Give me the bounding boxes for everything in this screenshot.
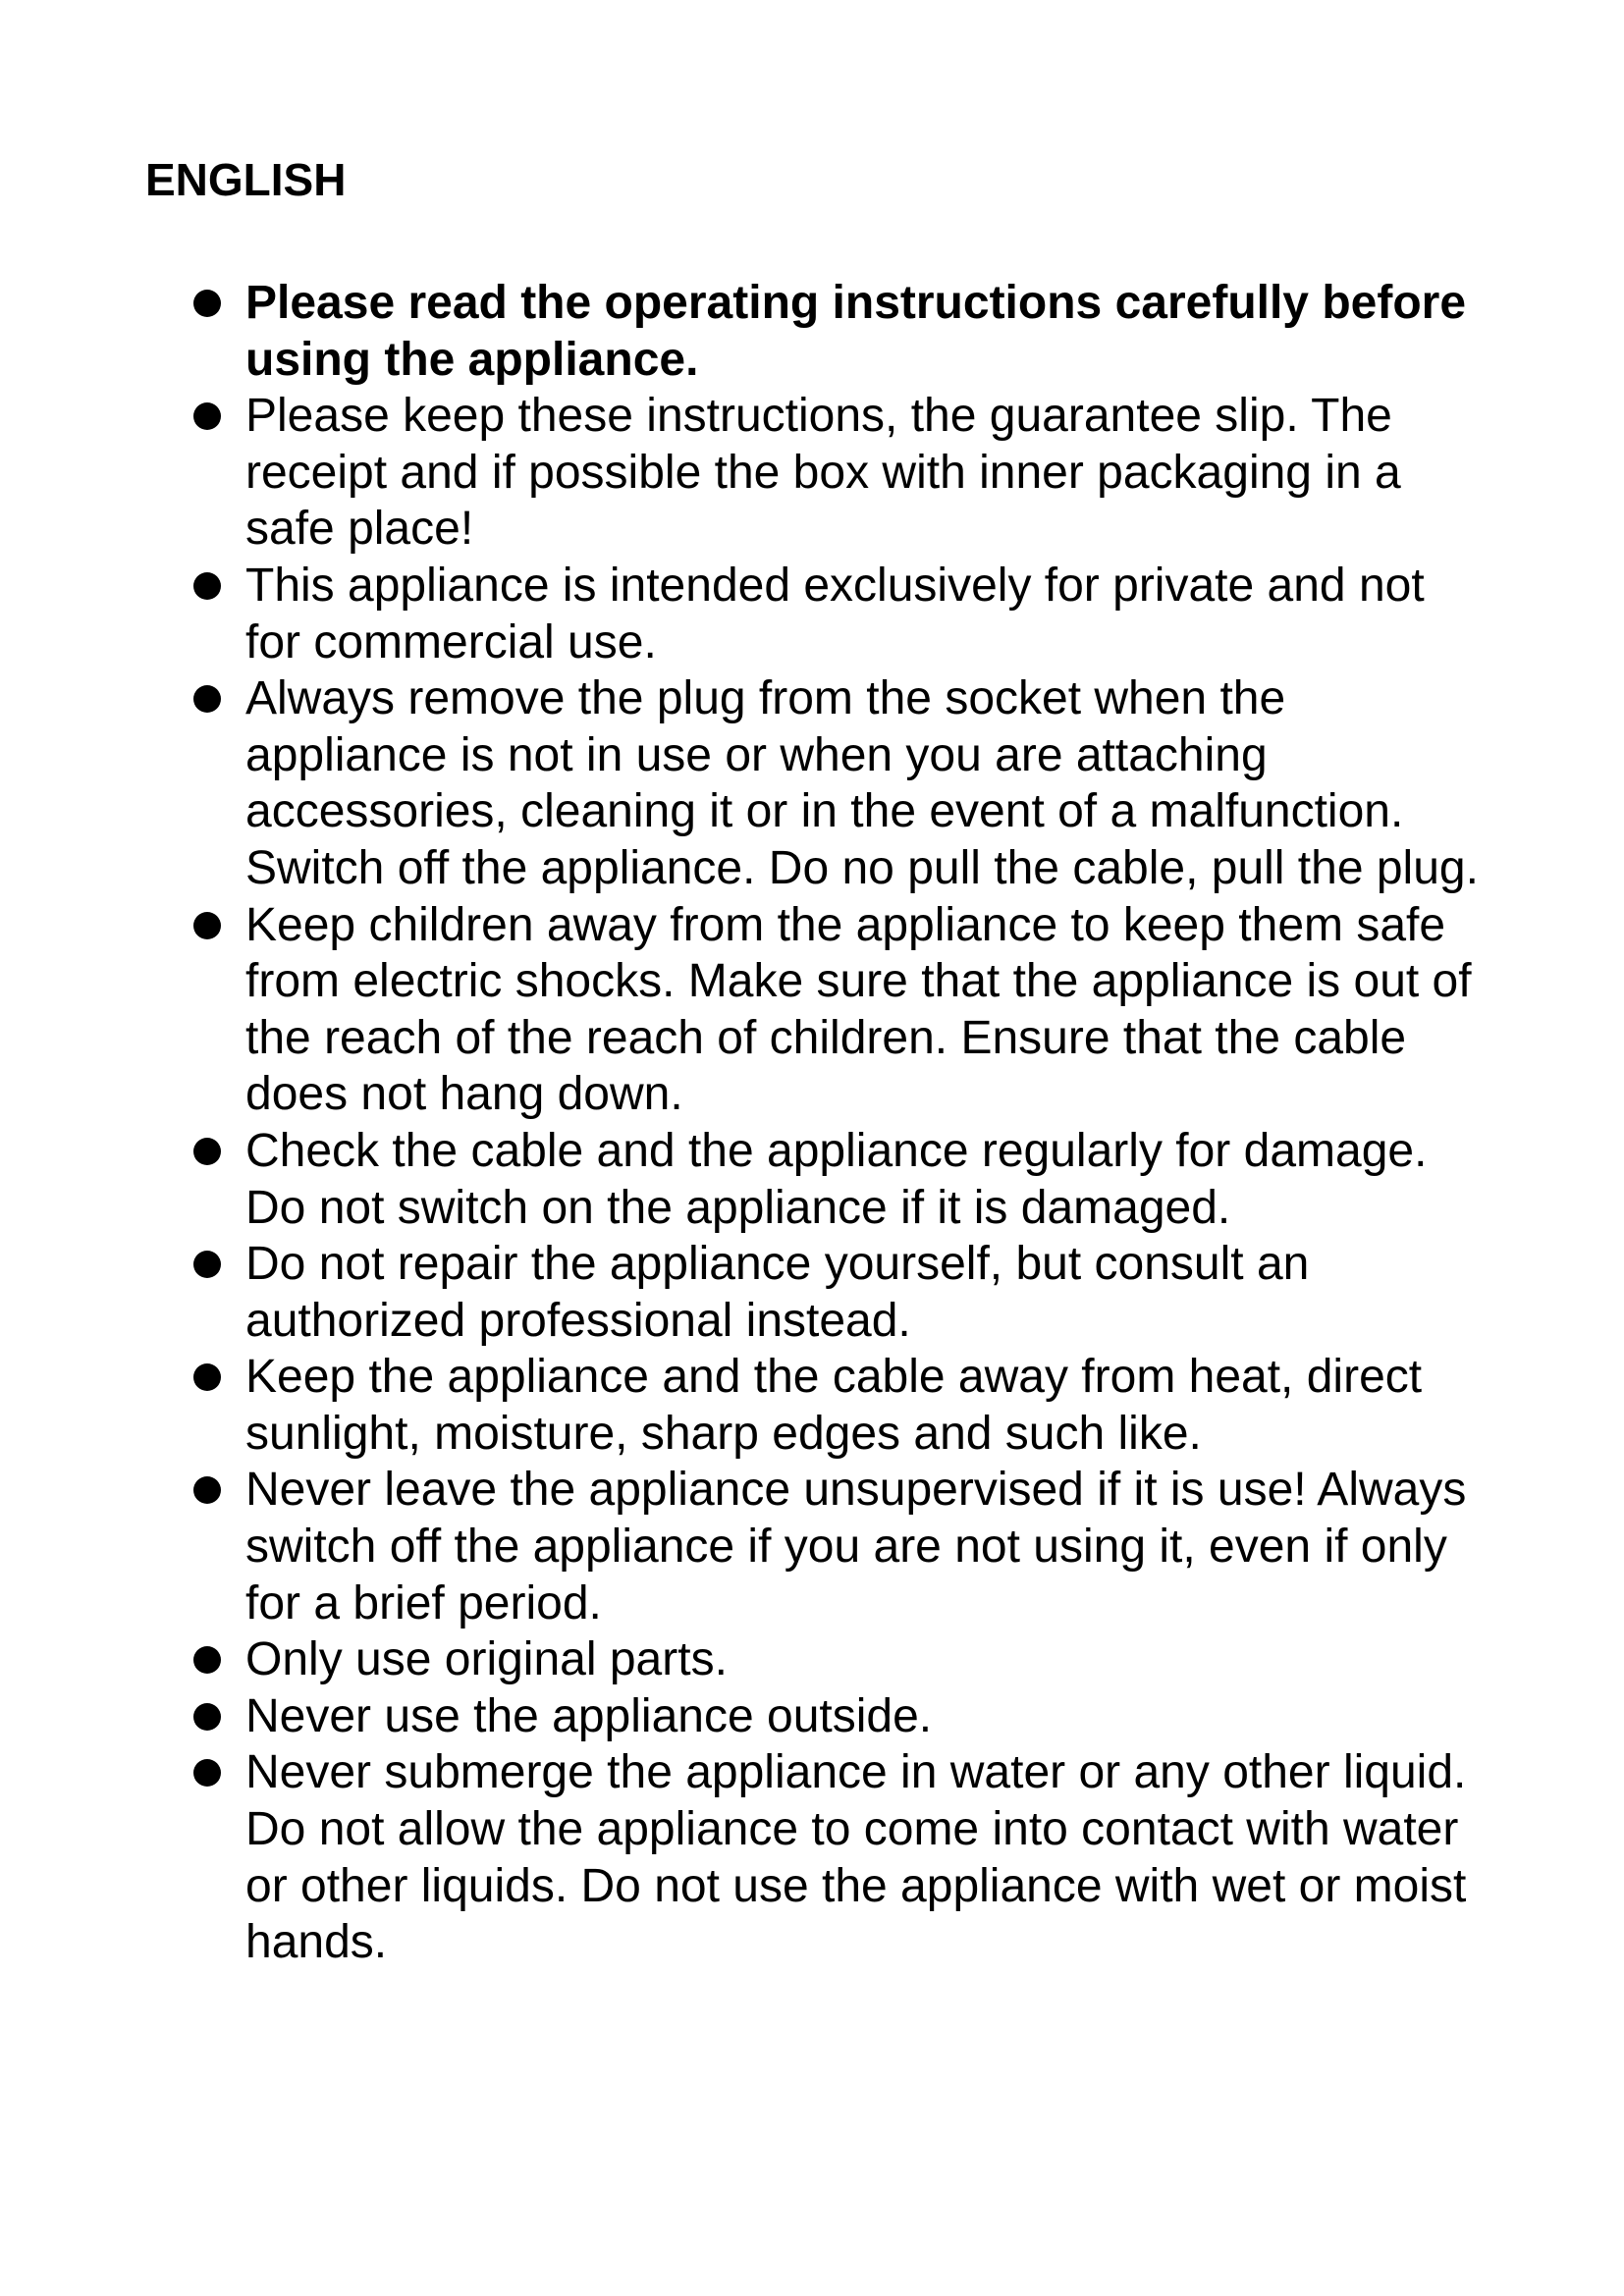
language-heading: ENGLISH	[145, 154, 347, 205]
list-item-text: Keep children away from the appliance to keep them safe from electric shocks. Make sure that the appliance is out of the reach of the reach of children. Ensure that the cable does not hang down.	[245, 898, 1472, 1121]
list-item	[187, 275, 1492, 388]
list-item-text: Check the cable and the appliance regularly for damage. Do not switch on the appliance if it is damaged.	[245, 1124, 1428, 1234]
bullet-icon	[193, 290, 221, 317]
list-item	[187, 388, 1492, 558]
safety-instructions-list	[187, 275, 1492, 1971]
list-item	[187, 1236, 1492, 1349]
list-item	[187, 1462, 1492, 1631]
bullet-icon	[193, 1703, 221, 1731]
bullet-icon	[193, 1251, 221, 1278]
list-item	[187, 1349, 1492, 1462]
list-item	[187, 897, 1492, 1123]
list-item	[187, 1123, 1492, 1236]
bullet-icon	[193, 1476, 221, 1504]
bullet-icon	[193, 402, 221, 430]
list-item-text: Only use original parts.	[245, 1633, 728, 1686]
bullet-icon	[193, 1363, 221, 1391]
bullet-icon	[193, 572, 221, 600]
bullet-icon	[193, 1646, 221, 1674]
list-item	[187, 558, 1492, 670]
list-item-text: Never leave the appliance unsupervised if it is use! Always switch off the appliance if you are not using it, even if only for a brief period.	[245, 1464, 1467, 1629]
list-item-text: Never use the appliance outside.	[245, 1689, 933, 1742]
list-item	[187, 1631, 1492, 1688]
bullet-icon	[193, 1759, 221, 1787]
list-item-text: Please read the operating instructions carefully before using the appliance.	[245, 277, 1467, 386]
bullet-icon	[193, 912, 221, 939]
list-item-text: This appliance is intended exclusively for private and not for commercial use.	[245, 559, 1425, 668]
list-item-text: Please keep these instructions, the guarantee slip. The receipt and if possible the box with inner packaging in a safe place!	[245, 390, 1401, 556]
list-item-text: Keep the appliance and the cable away from heat, direct sunlight, moisture, sharp edges and such like.	[245, 1351, 1423, 1460]
list-item	[187, 1744, 1492, 1970]
list-item	[187, 670, 1492, 896]
list-item	[187, 1688, 1492, 1745]
list-item-text: Do not repair the appliance yourself, but consult an authorized professional instead.	[245, 1238, 1310, 1347]
bullet-icon	[193, 1138, 221, 1165]
list-item-text: Always remove the plug from the socket when the appliance is not in use or when you are attaching accessories, cleaning it or in the event of a malfunction. Switch off the appliance. Do no pull the cable, pull the plug.	[245, 672, 1479, 894]
bullet-icon	[193, 685, 221, 713]
list-item-text: Never submerge the appliance in water or any other liquid. Do not allow the appliance to come into contact with water or other liquids. Do not use the appliance with wet or moist hands.	[245, 1746, 1467, 1969]
